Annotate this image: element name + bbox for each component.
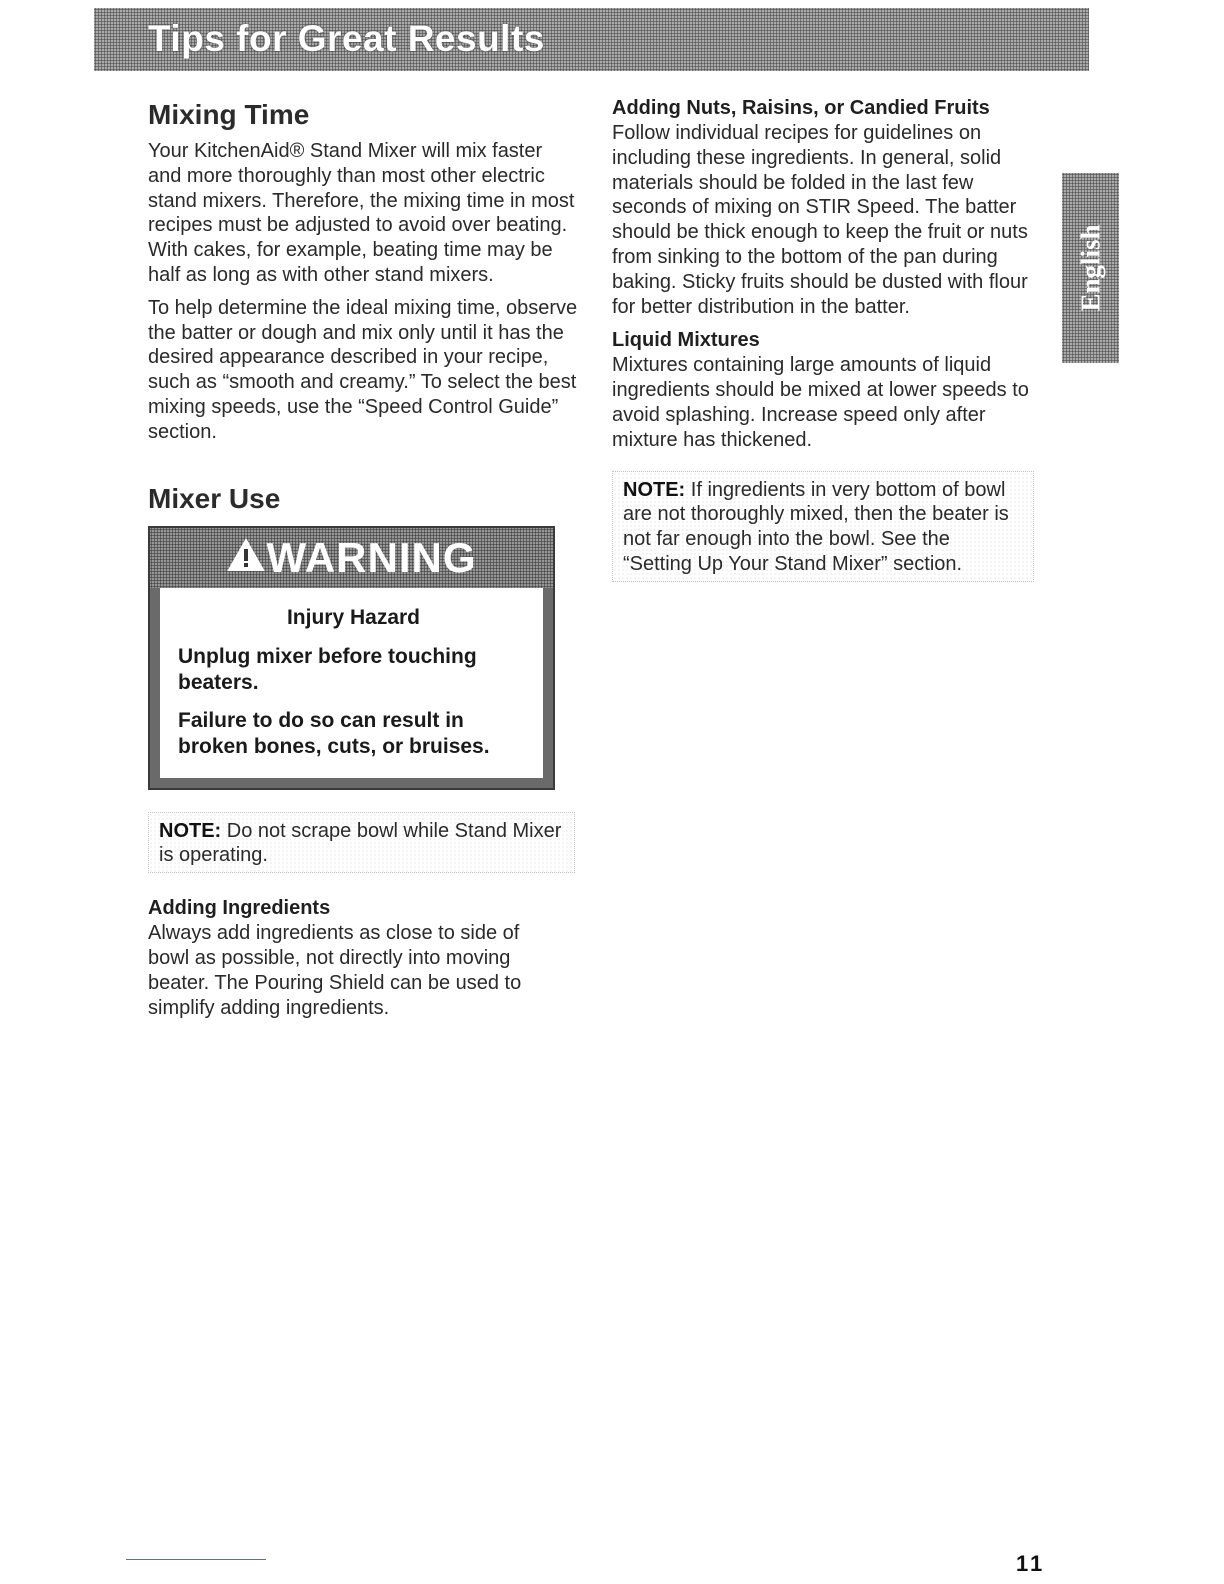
liquid-mixtures-text: Mixtures containing large amounts of liquid ingredients should be mixed at lower speeds to avoid splashing. Increase speed only after mixture has thickened. — [612, 354, 1029, 451]
mixing-time-paragraph-1: Your KitchenAid® Stand Mixer will mix faster and more thoroughly than most other electric stand mixers. Therefore, the mixing time in most recipes must be adjusted to avoid over beating. With cakes, for example, beating time may be half as long as with other stand mixers. — [148, 140, 575, 286]
note-body-left: Do not scrape bowl while Stand Mixer is operating. — [159, 819, 562, 867]
note-label-left: NOTE: — [159, 819, 222, 842]
adding-nuts-heading: Adding Nuts, Raisins, or Candied Fruits — [612, 97, 990, 119]
warning-body — [150, 588, 553, 788]
warning-box — [148, 526, 555, 790]
mixing-time-paragraph-2: To help determine the ideal mixing time, observe the batter or dough and mix only until it has the desired appearance described in your recipe, such as “smooth and creamy.” To select the best mixing speeds, use the “Speed Control Guide” section. — [148, 296, 578, 443]
note-label-right: NOTE: — [623, 478, 686, 501]
mixing-time-heading: Mixing Time — [148, 99, 310, 130]
warning-line-2: Failure to do so can result in broken bones, cuts, or bruises. — [178, 708, 490, 758]
warning-title: WARNING — [266, 533, 477, 581]
language-tab-label: English — [1075, 224, 1105, 312]
page-header-bar — [94, 8, 1089, 71]
footer-rule — [126, 1559, 266, 1560]
warning-line-1: Unplug mixer before touching beaters. — [178, 644, 477, 694]
page-title: Tips for Great Results — [148, 18, 545, 59]
warning-triangle-icon — [227, 538, 265, 577]
left-column — [148, 95, 578, 1020]
note-text-right — [623, 478, 1023, 577]
mixer-use-heading: Mixer Use — [148, 482, 281, 514]
language-tab — [1062, 173, 1119, 363]
note-box-left — [148, 812, 575, 874]
liquid-mixtures-heading: Liquid Mixtures — [612, 329, 760, 352]
right-column — [612, 95, 1052, 582]
warning-hazard: Injury Hazard — [286, 605, 421, 629]
adding-ingredients-heading: Adding Ingredients — [148, 897, 331, 920]
note-text-left — [159, 819, 564, 869]
page-number: 11 — [1016, 1551, 1046, 1576]
warning-header — [150, 528, 553, 588]
adding-ingredients-text: Always add ingredients as close to side of bowl as possible, not directly into moving beater. The Pouring Shield can be used to simplify adding ingredients. — [148, 922, 522, 1019]
adding-nuts-text: Follow individual recipes for guidelines on including these ingredients. In general, solid materials should be folded in the last few seconds of mixing on STIR Speed. The batter should be thick enough to keep the fruit or nuts from sinking to the bottom of the pan during baking. Sticky fruits should be dusted with flour for better distribution in the batter. — [612, 122, 1028, 318]
note-body-right: If ingredients in very bottom of bowl are not thoroughly mixed, then the beater is not far enough into the bowl. See the “Setting Up Your Stand Mixer” section. — [623, 478, 1009, 575]
note-box-right — [612, 471, 1034, 582]
